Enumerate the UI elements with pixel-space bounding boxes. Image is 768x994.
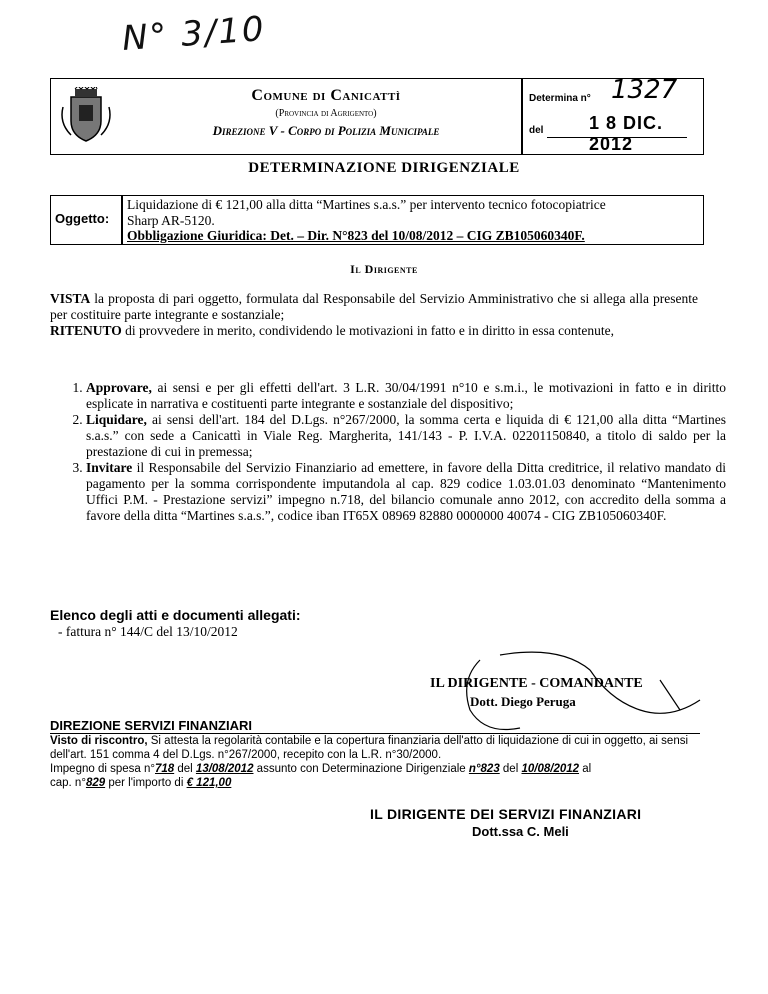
importo-amount: € 121,00: [186, 777, 232, 789]
vista-text: la proposta di pari oggetto, formulata dal Responsabile del Servizio Amministrativo che si allega alla presente per costituire parte integrante e sostanziale;: [50, 291, 698, 322]
dirigente-comandante-name: Dott. Diego Peruga: [470, 694, 576, 709]
document-title: DETERMINAZIONE DIRIGENZIALE: [248, 160, 520, 176]
determina-ref-date: 10/08/2012: [521, 763, 580, 775]
vista-keyword: VISTA: [50, 291, 91, 306]
visto-keyword: Visto di riscontro,: [50, 735, 148, 747]
list-item: [86, 412, 726, 460]
determina-label: Determina n°: [529, 93, 591, 104]
direzione-name: Direzione V - Corpo di Polizia Municipale: [212, 123, 440, 138]
cap-number: 829: [85, 777, 106, 789]
servizi-finanziari-title: DIREZIONE SERVIZI FINANZIARI: [50, 718, 252, 733]
handwritten-protocol-number: N° 3/10: [120, 9, 267, 59]
il-dirigente-heading: Il Dirigente: [350, 262, 418, 276]
comune-name: Comune di Canicattì: [251, 87, 401, 104]
determina-ref-number: n°823: [468, 763, 500, 775]
allegati-title: Elenco degli atti e documenti allegati:: [50, 607, 301, 623]
impegno-text: del: [174, 763, 196, 775]
list-item: [86, 460, 726, 524]
visto-riscontro-block: [50, 734, 700, 790]
del-date-stamp: 1 8 DIC. 2012: [589, 113, 664, 154]
cap-text: per l'importo di: [105, 777, 187, 789]
vista-paragraph: [50, 291, 698, 323]
obbligazione-line: Obbligazione Giuridica: Det. – Dir. N°823 del 10/08/2012 – CIG ZB105060340F.: [127, 228, 585, 243]
ritenuto-keyword: RITENUTO: [50, 323, 122, 338]
oggetto-line-1: Liquidazione di € 121,00 alla ditta “Martines s.a.s.” per intervento tecnico fotocopiatrice: [127, 197, 606, 212]
dirigente-comandante-title: IL DIRIGENTE - COMANDANTE: [430, 676, 643, 691]
item-text: il Responsabile del Servizio Finanziario ad emettere, in favore della Ditta creditrice, il relativo mandato di pagamento per la somma corrispondente imputandola al cap. 829 codice 1.03.01.03 denominato “Mantenimento Uffici P.M. - Prestazione servizi” impegno n.718, del bilancio comunale anno 2012, con accredito della somma a favore della ditta “Martines s.a.s.”, codice iban IT65X 08969 82880 0000000 40074 - CIG ZB105060340F.: [86, 460, 726, 523]
dirigente-finanziari-title: IL DIRIGENTE DEI SERVIZI FINANZIARI: [370, 806, 642, 822]
dispositivo-list: [60, 380, 726, 524]
oggetto-divider: [121, 196, 123, 244]
ritenuto-text: di provvedere in merito, condividendo le motivazioni in fatto e in diritto in essa contenute,: [121, 323, 615, 338]
item-text: ai sensi e per gli effetti dell'art. 3 L.R. 30/04/1991 n°10 e s.m.i., le motivazioni in fatto e in diritto esplicate in narrativa e costituenti parte integrante e sostanziale del dispositivo;: [86, 380, 726, 411]
item-keyword: Approvare,: [86, 380, 152, 395]
list-item: [86, 380, 726, 412]
impegno-date: 13/08/2012: [195, 763, 254, 775]
ritenuto-paragraph: [50, 323, 698, 339]
del-label: del: [529, 125, 544, 136]
item-text: ai sensi dell'art. 184 del D.Lgs. n°267/2000, la somma certa e liquida di € 121,00 alla ditta “Martines s.a.s.” con sede a Canicattì in Viale Reg. Margherita, 141/143 - P. I.V.A. 02201150840, a titolo di saldo per la prestazione di cui in premessa;: [86, 412, 726, 459]
header-divider: [521, 79, 523, 154]
impegno-text: assunto con Determinazione Dirigenziale: [253, 763, 469, 775]
visto-text: Si attesta la regolarità contabile e la copertura finanziaria dell'atto di liquidazione di cui in oggetto, ai sensi dell'art. 151 comma 4 del D.Lgs. n°267/2000, recepito con la L.R. n°30/2000.: [50, 735, 689, 761]
dirigente-finanziari-name: Dott.ssa C. Meli: [472, 824, 569, 839]
determina-number: 1327: [611, 75, 678, 105]
item-keyword: Invitare: [86, 460, 133, 475]
oggetto-label: Oggetto:: [55, 211, 110, 226]
allegati-item: - fattura n° 144/C del 13/10/2012: [58, 624, 238, 639]
impegno-text: Impegno di spesa n°: [50, 763, 155, 775]
coat-of-arms-icon: [57, 87, 115, 145]
oggetto-text: [127, 197, 699, 244]
oggetto-box: [50, 195, 704, 245]
oggetto-line-2: Sharp AR-5120.: [127, 212, 215, 228]
provincia-name: (Provincia di Agrigento): [275, 108, 377, 119]
item-keyword: Liquidare,: [86, 412, 147, 427]
cap-text: cap. n°: [50, 777, 86, 789]
document-header: [50, 75, 704, 155]
impegno-text: al: [579, 763, 592, 775]
impegno-text: del: [499, 763, 522, 775]
impegno-number: 718: [154, 763, 175, 775]
